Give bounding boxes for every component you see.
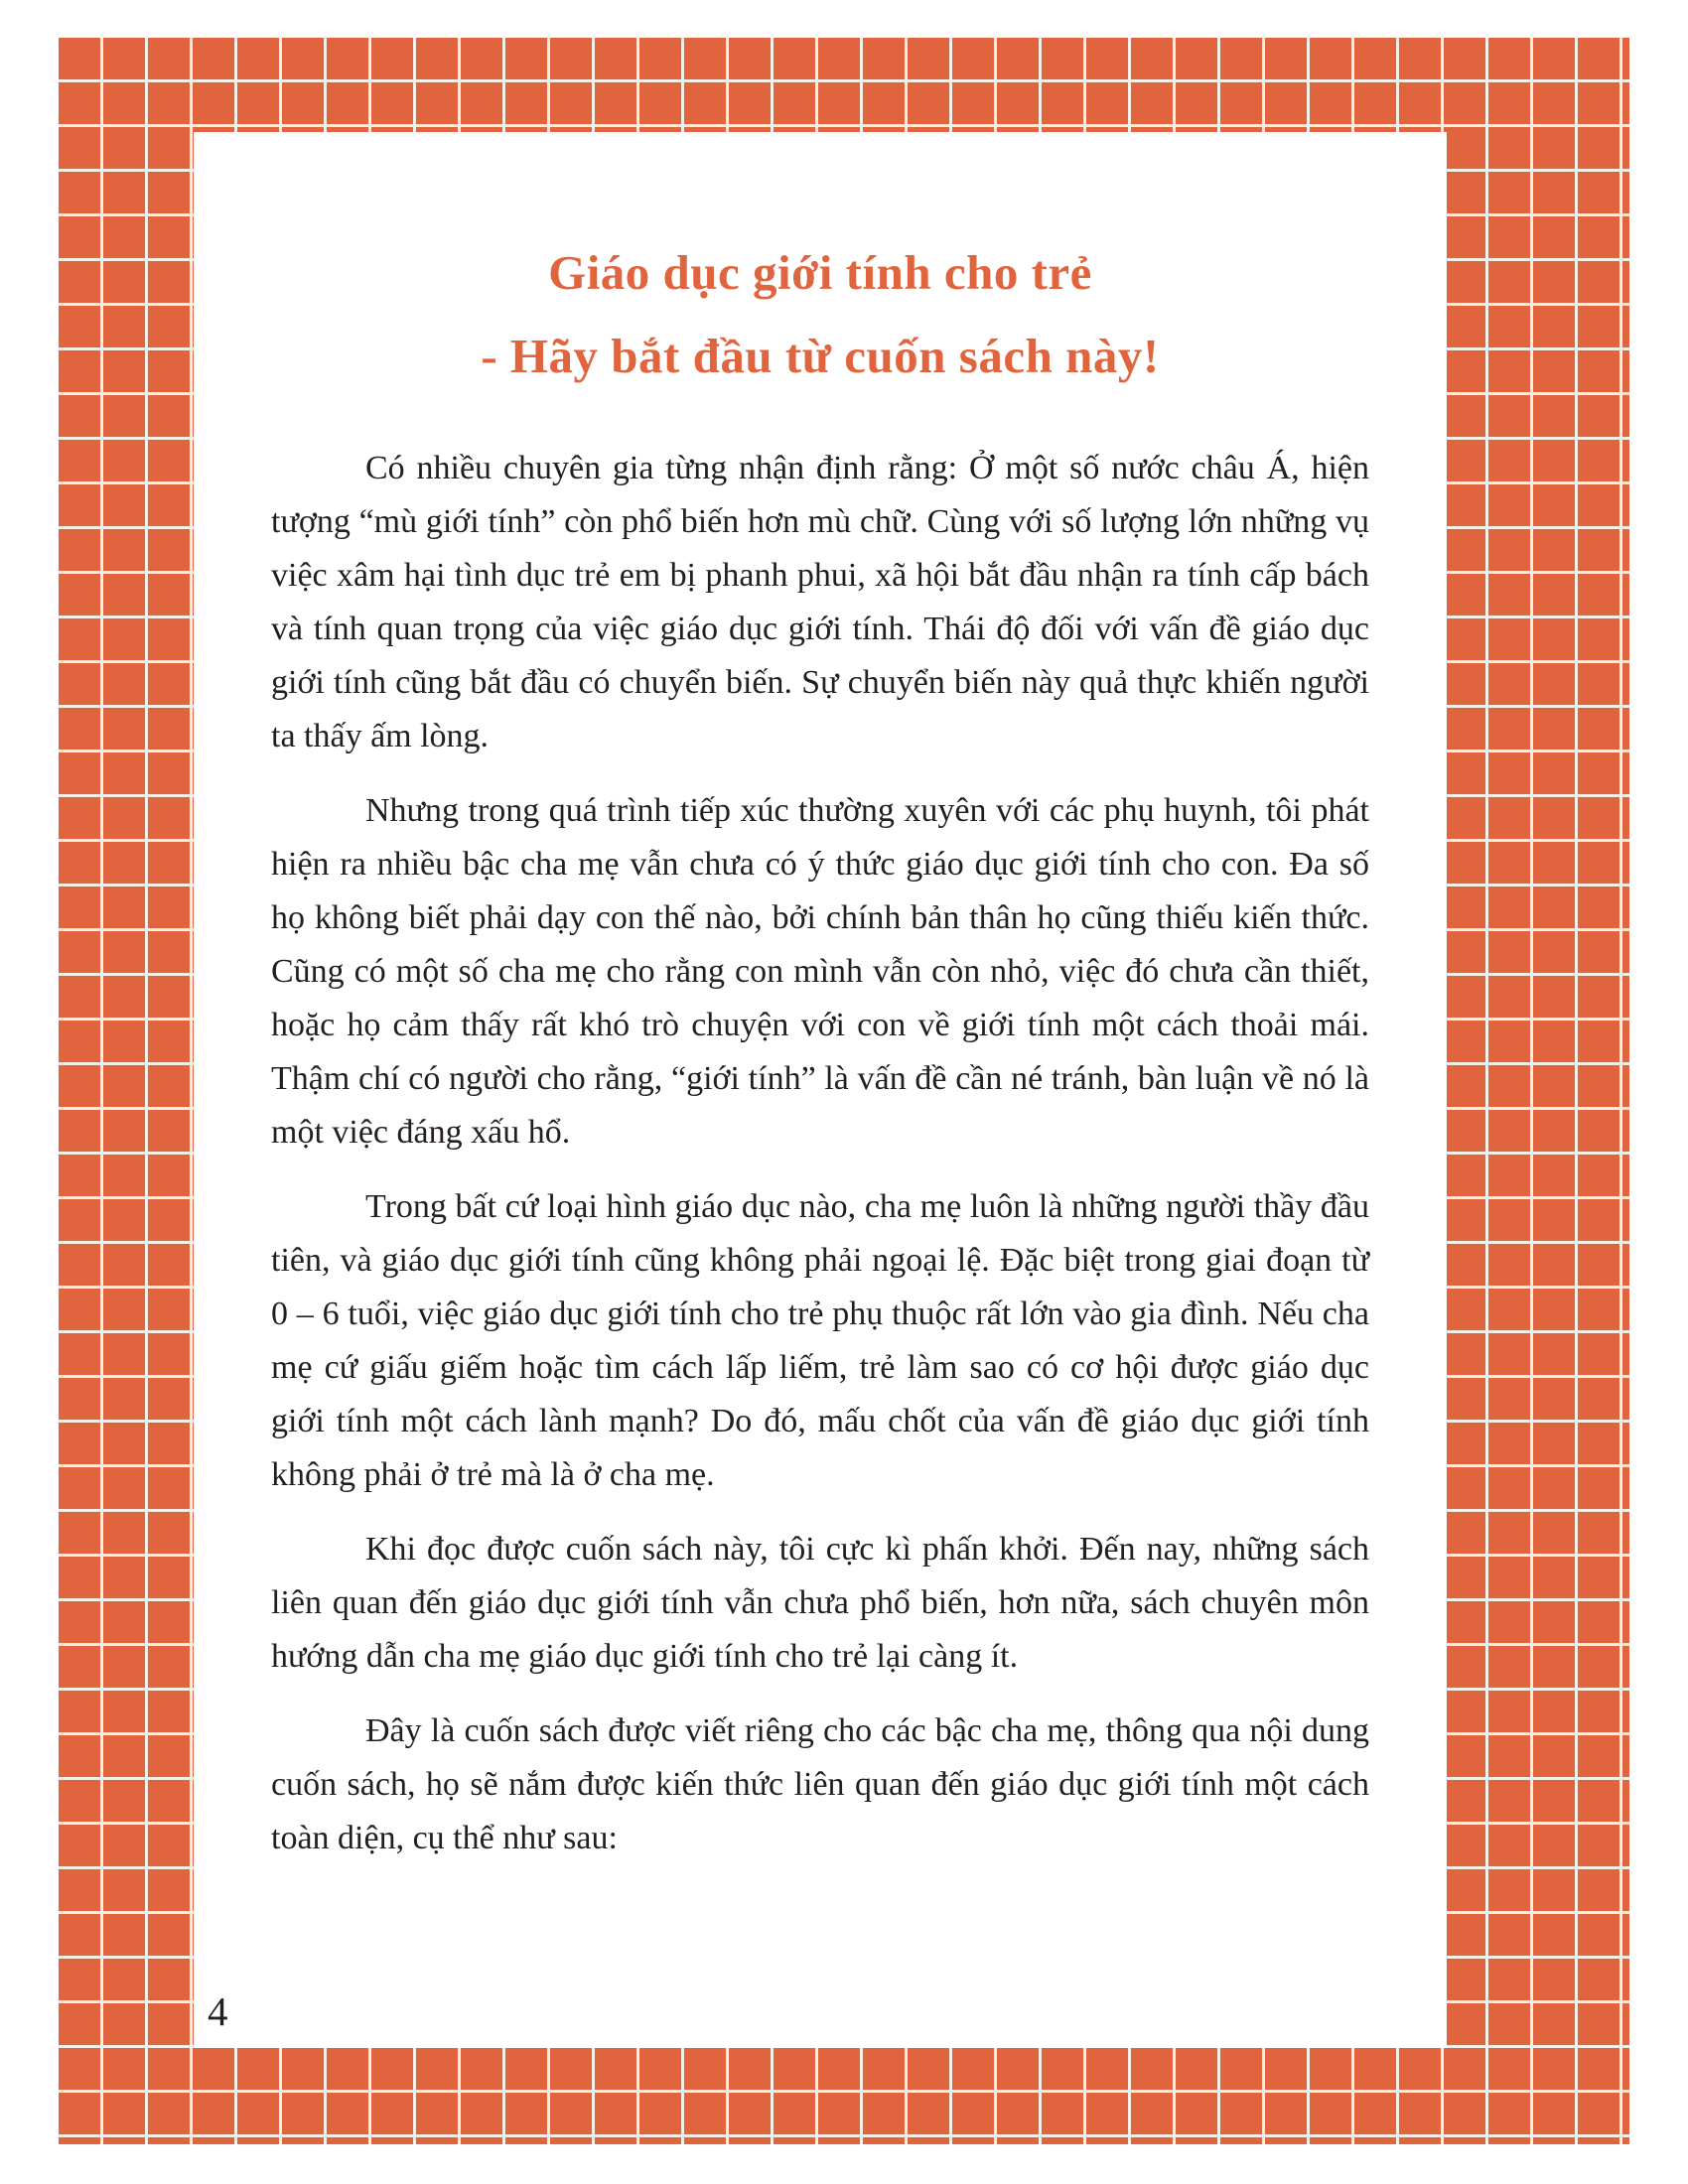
body-text — [271, 442, 1369, 1865]
page-title-line1: Giáo dục giới tính cho trẻ — [548, 245, 1092, 300]
paragraph: Trong bất cứ loại hình giáo dục nào, cha mẹ luôn là những người thầy đầu tiên, và giáo dục giới tính cũng không phải ngoại lệ. Đặc biệt trong giai đoạn từ 0 – 6 tuổi, việc giáo dục giới tính cho trẻ phụ thuộc rất lớn vào gia đình. Nếu cha mẹ cứ giấu giếm hoặc tìm cách lấp liếm, trẻ làm sao có cơ hội được giáo dục giới tính một cách lành mạnh? Do đó, mấu chốt của vấn đề giáo dục giới tính không phải ở trẻ mà là ở cha mẹ. — [271, 1188, 1369, 1493]
page-title — [271, 231, 1369, 398]
page-number: 4 — [208, 1988, 228, 2034]
book-page — [194, 132, 1447, 2048]
page-title-line2: - Hãy bắt đầu từ cuốn sách này! — [481, 329, 1160, 383]
paragraph: Có nhiều chuyên gia từng nhận định rằng: Ở một số nước châu Á, hiện tượng “mù giới tính” còn phổ biến hơn mù chữ. Cùng với số lượng lớn những vụ việc xâm hại tình dục trẻ em bị phanh phui, xã hội bắt đầu nhận ra tính cấp bách và tính quan trọng của việc giáo dục giới tính. Thái độ đối với vấn đề giáo dục giới tính cũng bắt đầu có chuyển biến. Sự chuyển biến này quả thực khiến người ta thấy ấm lòng. — [271, 450, 1369, 754]
paragraph: Khi đọc được cuốn sách này, tôi cực kì phấn khởi. Đến nay, những sách liên quan đến giáo dục giới tính vẫn chưa phổ biến, hơn nữa, sách chuyên môn hướng dẫn cha mẹ giáo dục giới tính cho trẻ lại càng ít. — [271, 1531, 1369, 1675]
page-content — [271, 132, 1369, 2048]
paragraph: Nhưng trong quá trình tiếp xúc thường xuyên với các phụ huynh, tôi phát hiện ra nhiều bậc cha mẹ vẫn chưa có ý thức giáo dục giới tính cho con. Đa số họ không biết phải dạy con thế nào, bởi chính bản thân họ cũng thiếu kiến thức. Cũng có một số cha mẹ cho rằng con mình vẫn còn nhỏ, việc đó chưa cần thiết, hoặc họ cảm thấy rất khó trò chuyện với con về giới tính một cách thoải mái. Thậm chí có người cho rằng, “giới tính” là vấn đề cần né tránh, bàn luận về nó là một việc đáng xấu hổ. — [271, 792, 1369, 1151]
paragraph: Đây là cuốn sách được viết riêng cho các bậc cha mẹ, thông qua nội dung cuốn sách, họ sẽ nắm được kiến thức liên quan đến giáo dục giới tính một cách toàn diện, cụ thể như sau: — [271, 1712, 1369, 1856]
